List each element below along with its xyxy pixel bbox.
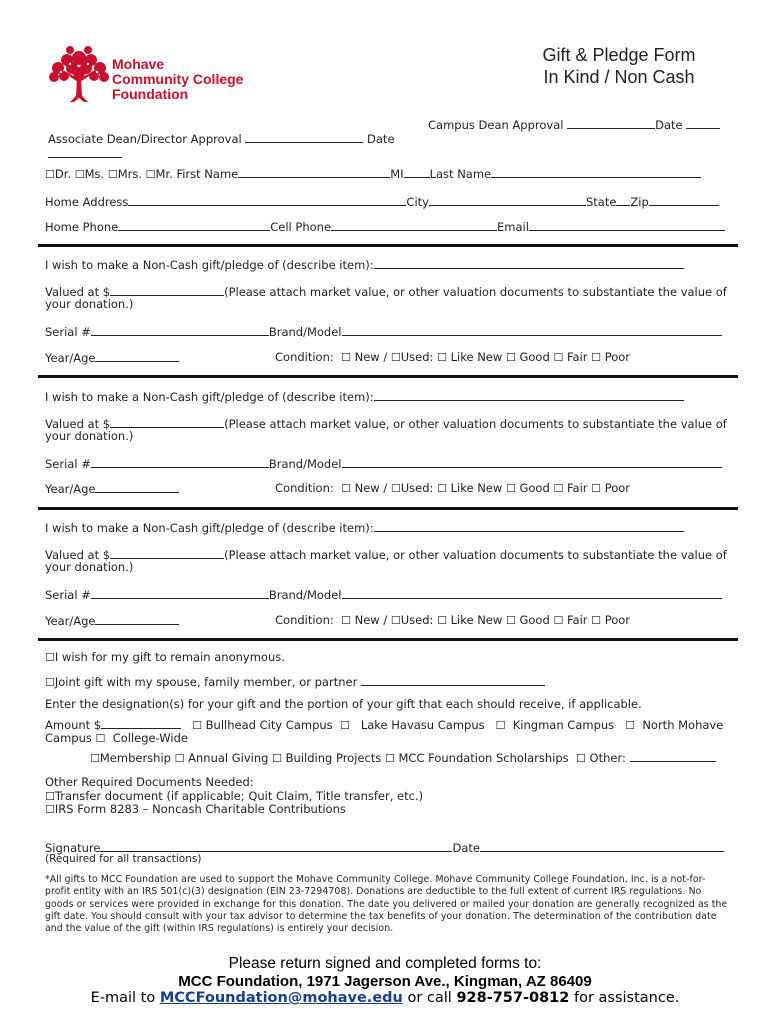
- checkbox-dr[interactable]: ☐: [45, 168, 55, 181]
- mi-label: MI: [390, 167, 404, 181]
- valued-label: Valued at $: [45, 285, 111, 299]
- signature-field[interactable]: [100, 840, 452, 852]
- attach-note: (Please attach market value, or other valuation documents to substantiate the value of: [224, 548, 727, 562]
- signature-date-field[interactable]: [480, 840, 724, 852]
- describe-label: I wish to make a Non-Cash gift/pledge of (describe item):: [45, 390, 374, 404]
- joint-field[interactable]: [361, 674, 545, 686]
- condition-label: Condition:: [275, 350, 334, 364]
- serial-row: [45, 456, 722, 471]
- condition-row: [275, 350, 630, 364]
- checkbox-used[interactable]: ☐: [390, 482, 401, 495]
- checkbox-joint[interactable]: ☐: [45, 676, 55, 689]
- attach-note: (Please attach market value, or other valuation documents to substantiate the value of: [224, 417, 727, 431]
- like-new-label: Like New: [450, 613, 503, 627]
- checkbox-college-wide[interactable]: ☐: [95, 732, 106, 745]
- home-address-field[interactable]: [128, 194, 406, 206]
- condition-label: Condition:: [275, 481, 334, 495]
- checkbox-scholarships[interactable]: ☐: [384, 752, 395, 765]
- form-title-line-1: Gift & Pledge Form: [542, 45, 696, 65]
- describe-row: [45, 257, 684, 272]
- checkbox-anonymous[interactable]: ☐: [45, 651, 55, 664]
- campus-bullhead: Bullhead City Campus: [205, 718, 333, 732]
- assoc-dean-approval-row: [48, 131, 395, 146]
- fair-label: Fair: [566, 350, 588, 364]
- year-field[interactable]: [95, 613, 179, 625]
- brand-field[interactable]: [342, 587, 722, 599]
- good-label: Good: [519, 613, 550, 627]
- valued-field[interactable]: [110, 547, 224, 559]
- checkbox-good[interactable]: ☐: [505, 614, 516, 627]
- transfer-label: Transfer document (if applicable; Quit Claim, Title transfer, etc.): [54, 789, 424, 803]
- used-label: Used:: [400, 350, 434, 364]
- serial-row: [45, 587, 722, 602]
- cell-phone-label: Cell Phone: [270, 220, 332, 234]
- email-label: Email: [497, 220, 529, 234]
- checkbox-north-mohave[interactable]: ☐: [625, 719, 635, 732]
- campus-dean-date-label: Date: [655, 118, 683, 132]
- email-prefix: E-mail to: [90, 990, 160, 1006]
- campus-kingman: Kingman Campus: [512, 718, 615, 732]
- fair-label: Fair: [566, 613, 588, 627]
- call-text: or call: [402, 990, 457, 1006]
- irs-label: IRS Form 8283 – Noncash Charitable Contributions: [54, 802, 346, 816]
- documents-heading: Other Required Documents Needed:: [45, 775, 254, 789]
- brand-field[interactable]: [342, 324, 722, 336]
- section-divider: [38, 244, 738, 247]
- poor-label: Poor: [604, 481, 631, 495]
- serial-label: Serial #: [45, 325, 91, 339]
- year-label: Year/Age: [45, 482, 96, 496]
- year-label: Year/Age: [45, 614, 96, 628]
- form-title: [509, 44, 729, 88]
- mi-field[interactable]: [404, 166, 430, 178]
- address-row: [45, 194, 719, 209]
- like-new-label: Like New: [450, 350, 503, 364]
- serial-label: Serial #: [45, 457, 91, 471]
- checkbox-other[interactable]: ☐: [575, 752, 586, 765]
- amount-row: [45, 717, 723, 732]
- campus-dean-label: Campus Dean Approval: [428, 118, 564, 132]
- signature-required-note: (Required for all transactions): [45, 853, 202, 865]
- describe-row: [45, 389, 684, 404]
- checkbox-good[interactable]: ☐: [505, 482, 516, 495]
- phone-row: [45, 219, 725, 234]
- new-label: New /: [354, 350, 388, 364]
- checkbox-new[interactable]: ☐: [341, 482, 351, 495]
- assoc-dean-date-row: [48, 146, 122, 161]
- attach-note: (Please attach market value, or other valuation documents to substantiate the value of: [224, 285, 727, 299]
- assoc-dean-date-field[interactable]: [48, 146, 122, 158]
- phone-number: 928-757-0812: [456, 990, 570, 1006]
- fund-other: Other:: [589, 751, 626, 765]
- org-line-2: Community College: [112, 71, 244, 87]
- org-line-1: Mohave: [112, 56, 165, 72]
- state-label: State: [585, 195, 617, 209]
- home-phone-label: Home Phone: [45, 220, 119, 234]
- campus-dean-field[interactable]: [567, 117, 655, 129]
- checkbox-like-new[interactable]: ☐: [437, 351, 447, 364]
- condition-label: Condition:: [275, 613, 334, 627]
- funds-row: [90, 750, 716, 765]
- valued-field[interactable]: [110, 284, 224, 296]
- assoc-dean-date-label: Date: [367, 132, 395, 146]
- attach-note-2: your donation.): [45, 429, 134, 443]
- state-field[interactable]: [616, 194, 630, 206]
- mailing-address: MCC Foundation, 1971 Jagerson Ave., Kingman, AZ 86409: [178, 973, 592, 990]
- checkbox-transfer[interactable]: ☐: [45, 790, 55, 803]
- checkbox-used[interactable]: ☐: [390, 614, 401, 627]
- brand-field[interactable]: [342, 456, 722, 468]
- brand-label: Brand/Model: [268, 588, 342, 602]
- first-name-field[interactable]: [238, 166, 390, 178]
- name-row: [45, 166, 701, 181]
- assistance-text: for assistance.: [569, 990, 680, 1006]
- serial-label: Serial #: [45, 588, 91, 602]
- section-divider: [38, 638, 738, 641]
- irs-row: [45, 802, 346, 816]
- valued-label: Valued at $: [45, 548, 111, 562]
- poor-label: Poor: [604, 350, 631, 364]
- like-new-label: Like New: [450, 481, 503, 495]
- city-field[interactable]: [429, 194, 586, 206]
- tax-disclaimer: *All gifts to MCC Foundation are used to support the Mohave Community College. Mohave Community College Foundation, Inc. is a not-for-profit entity with an IRS 501(c)(3) designation (EIN 23-7294708). Donations are deductible to the full extent of current IRS regulations. No goods or services were provided in exchange for this donation. The date you delivered or mailed your donation are generally recognized as the gift date. You should consult with your tax advisor to determine the tax benefits of your donation. The determination of the contribution date and the value of the gift (within IRS regulations) is entirely your decision.: [45, 874, 728, 935]
- serial-field[interactable]: [91, 324, 269, 336]
- fund-annual-giving: Annual Giving: [188, 751, 269, 765]
- campus-north-mohave: North Mohave: [642, 718, 724, 732]
- used-label: Used:: [400, 481, 434, 495]
- new-label: New /: [354, 613, 388, 627]
- checkbox-new[interactable]: ☐: [341, 351, 351, 364]
- signature-label: Signature: [45, 841, 101, 855]
- describe-field[interactable]: [374, 520, 684, 532]
- year-field[interactable]: [95, 350, 179, 362]
- organization-name: [112, 57, 243, 102]
- describe-field[interactable]: [374, 389, 684, 401]
- fair-label: Fair: [566, 481, 588, 495]
- checkbox-fair[interactable]: ☐: [553, 482, 564, 495]
- section-divider: [38, 375, 738, 378]
- campus-lake-havasu: Lake Havasu Campus: [360, 718, 485, 732]
- campus-word: Campus: [45, 731, 92, 745]
- transfer-row: [45, 789, 423, 803]
- last-name-field[interactable]: [491, 166, 701, 178]
- first-name-label: First Name: [176, 167, 239, 181]
- year-row: [45, 350, 179, 365]
- attach-note-2: your donation.): [45, 297, 134, 311]
- year-row: [45, 613, 179, 628]
- serial-field[interactable]: [91, 587, 269, 599]
- cell-phone-field[interactable]: [331, 219, 497, 231]
- valued-label: Valued at $: [45, 417, 111, 431]
- condition-row: [275, 481, 630, 495]
- designation-intro: Enter the designation(s) for your gift and the portion of your gift that each should receive, if applicable.: [45, 697, 642, 711]
- serial-field[interactable]: [91, 456, 269, 468]
- salutation-mr: Mr.: [155, 167, 173, 181]
- checkbox-fair[interactable]: ☐: [553, 614, 564, 627]
- checkbox-like-new[interactable]: ☐: [437, 614, 447, 627]
- checkbox-kingman[interactable]: ☐: [495, 719, 506, 732]
- valued-row: [45, 416, 727, 431]
- describe-label: I wish to make a Non-Cash gift/pledge of (describe item):: [45, 258, 374, 272]
- salutation-ms: Ms.: [84, 167, 105, 181]
- used-label: Used:: [400, 613, 434, 627]
- new-label: New /: [354, 481, 388, 495]
- checkbox-new[interactable]: ☐: [341, 614, 351, 627]
- attach-note-2: your donation.): [45, 560, 134, 574]
- fund-membership: Membership: [99, 751, 171, 765]
- fund-building-projects: Building Projects: [285, 751, 382, 765]
- assoc-dean-field[interactable]: [245, 131, 363, 143]
- campus-row-2: [45, 731, 188, 745]
- section-divider: [38, 507, 738, 510]
- fund-scholarships: MCC Foundation Scholarships: [398, 751, 569, 765]
- checkbox-poor[interactable]: ☐: [591, 351, 602, 364]
- signature-date-label: Date: [452, 841, 480, 855]
- good-label: Good: [519, 350, 550, 364]
- home-address-label: Home Address: [45, 195, 129, 209]
- form-title-line-2: In Kind / Non Cash: [543, 67, 695, 87]
- checkbox-good[interactable]: ☐: [505, 351, 516, 364]
- org-line-3: Foundation: [112, 86, 189, 102]
- checkbox-building-projects[interactable]: ☐: [272, 752, 282, 765]
- contact-line: [0, 990, 770, 1006]
- assoc-dean-label: Associate Dean/Director Approval: [48, 132, 242, 146]
- checkbox-membership[interactable]: ☐: [90, 752, 100, 765]
- checkbox-mr[interactable]: ☐: [145, 168, 156, 181]
- salutation-mrs: Mrs.: [117, 167, 143, 181]
- email-link[interactable]: MCCFoundation@mohave.edu: [159, 990, 403, 1006]
- anonymous-row: [45, 650, 285, 664]
- checkbox-fair[interactable]: ☐: [553, 351, 564, 364]
- checkbox-like-new[interactable]: ☐: [437, 482, 447, 495]
- year-field[interactable]: [95, 481, 179, 493]
- poor-label: Poor: [604, 613, 631, 627]
- checkbox-used[interactable]: ☐: [390, 351, 401, 364]
- campus-dean-date-field[interactable]: [686, 117, 720, 129]
- last-name-label: Last Name: [429, 167, 492, 181]
- zip-label: Zip: [630, 195, 649, 209]
- valued-field[interactable]: [110, 416, 224, 428]
- campus-dean-approval-row: [428, 117, 720, 132]
- brand-label: Brand/Model: [268, 325, 342, 339]
- checkbox-poor[interactable]: ☐: [591, 482, 602, 495]
- anonymous-label: I wish for my gift to remain anonymous.: [54, 650, 285, 664]
- salutation-dr: Dr.: [54, 167, 72, 181]
- other-field[interactable]: [630, 750, 716, 762]
- amount-label: Amount $: [45, 718, 102, 732]
- serial-row: [45, 324, 722, 339]
- checkbox-annual-giving[interactable]: ☐: [174, 752, 185, 765]
- zip-field[interactable]: [649, 194, 719, 206]
- checkbox-ms[interactable]: ☐: [74, 168, 85, 181]
- year-row: [45, 481, 179, 496]
- college-wide-label: College-Wide: [112, 731, 188, 745]
- good-label: Good: [519, 481, 550, 495]
- checkbox-mrs[interactable]: ☐: [107, 168, 118, 181]
- checkbox-irs-8283[interactable]: ☐: [45, 803, 55, 816]
- checkbox-poor[interactable]: ☐: [591, 614, 602, 627]
- describe-field[interactable]: [374, 257, 684, 269]
- checkbox-lake-havasu[interactable]: ☐: [339, 719, 350, 732]
- valued-row: [45, 284, 727, 299]
- brand-label: Brand/Model: [268, 457, 342, 471]
- city-label: City: [406, 195, 429, 209]
- amount-field[interactable]: [101, 717, 181, 729]
- joint-row: [45, 674, 545, 689]
- condition-row: [275, 613, 630, 627]
- describe-label: I wish to make a Non-Cash gift/pledge of (describe item):: [45, 521, 374, 535]
- email-field[interactable]: [529, 219, 725, 231]
- return-instructions: Please return signed and completed forms to:: [228, 955, 542, 972]
- home-phone-field[interactable]: [118, 219, 270, 231]
- checkbox-bullhead[interactable]: ☐: [192, 719, 203, 732]
- foundation-tree-logo: [48, 44, 110, 108]
- valued-row: [45, 547, 727, 562]
- describe-row: [45, 520, 684, 535]
- joint-label: Joint gift with my spouse, family member, or partner: [54, 675, 358, 689]
- year-label: Year/Age: [45, 351, 96, 365]
